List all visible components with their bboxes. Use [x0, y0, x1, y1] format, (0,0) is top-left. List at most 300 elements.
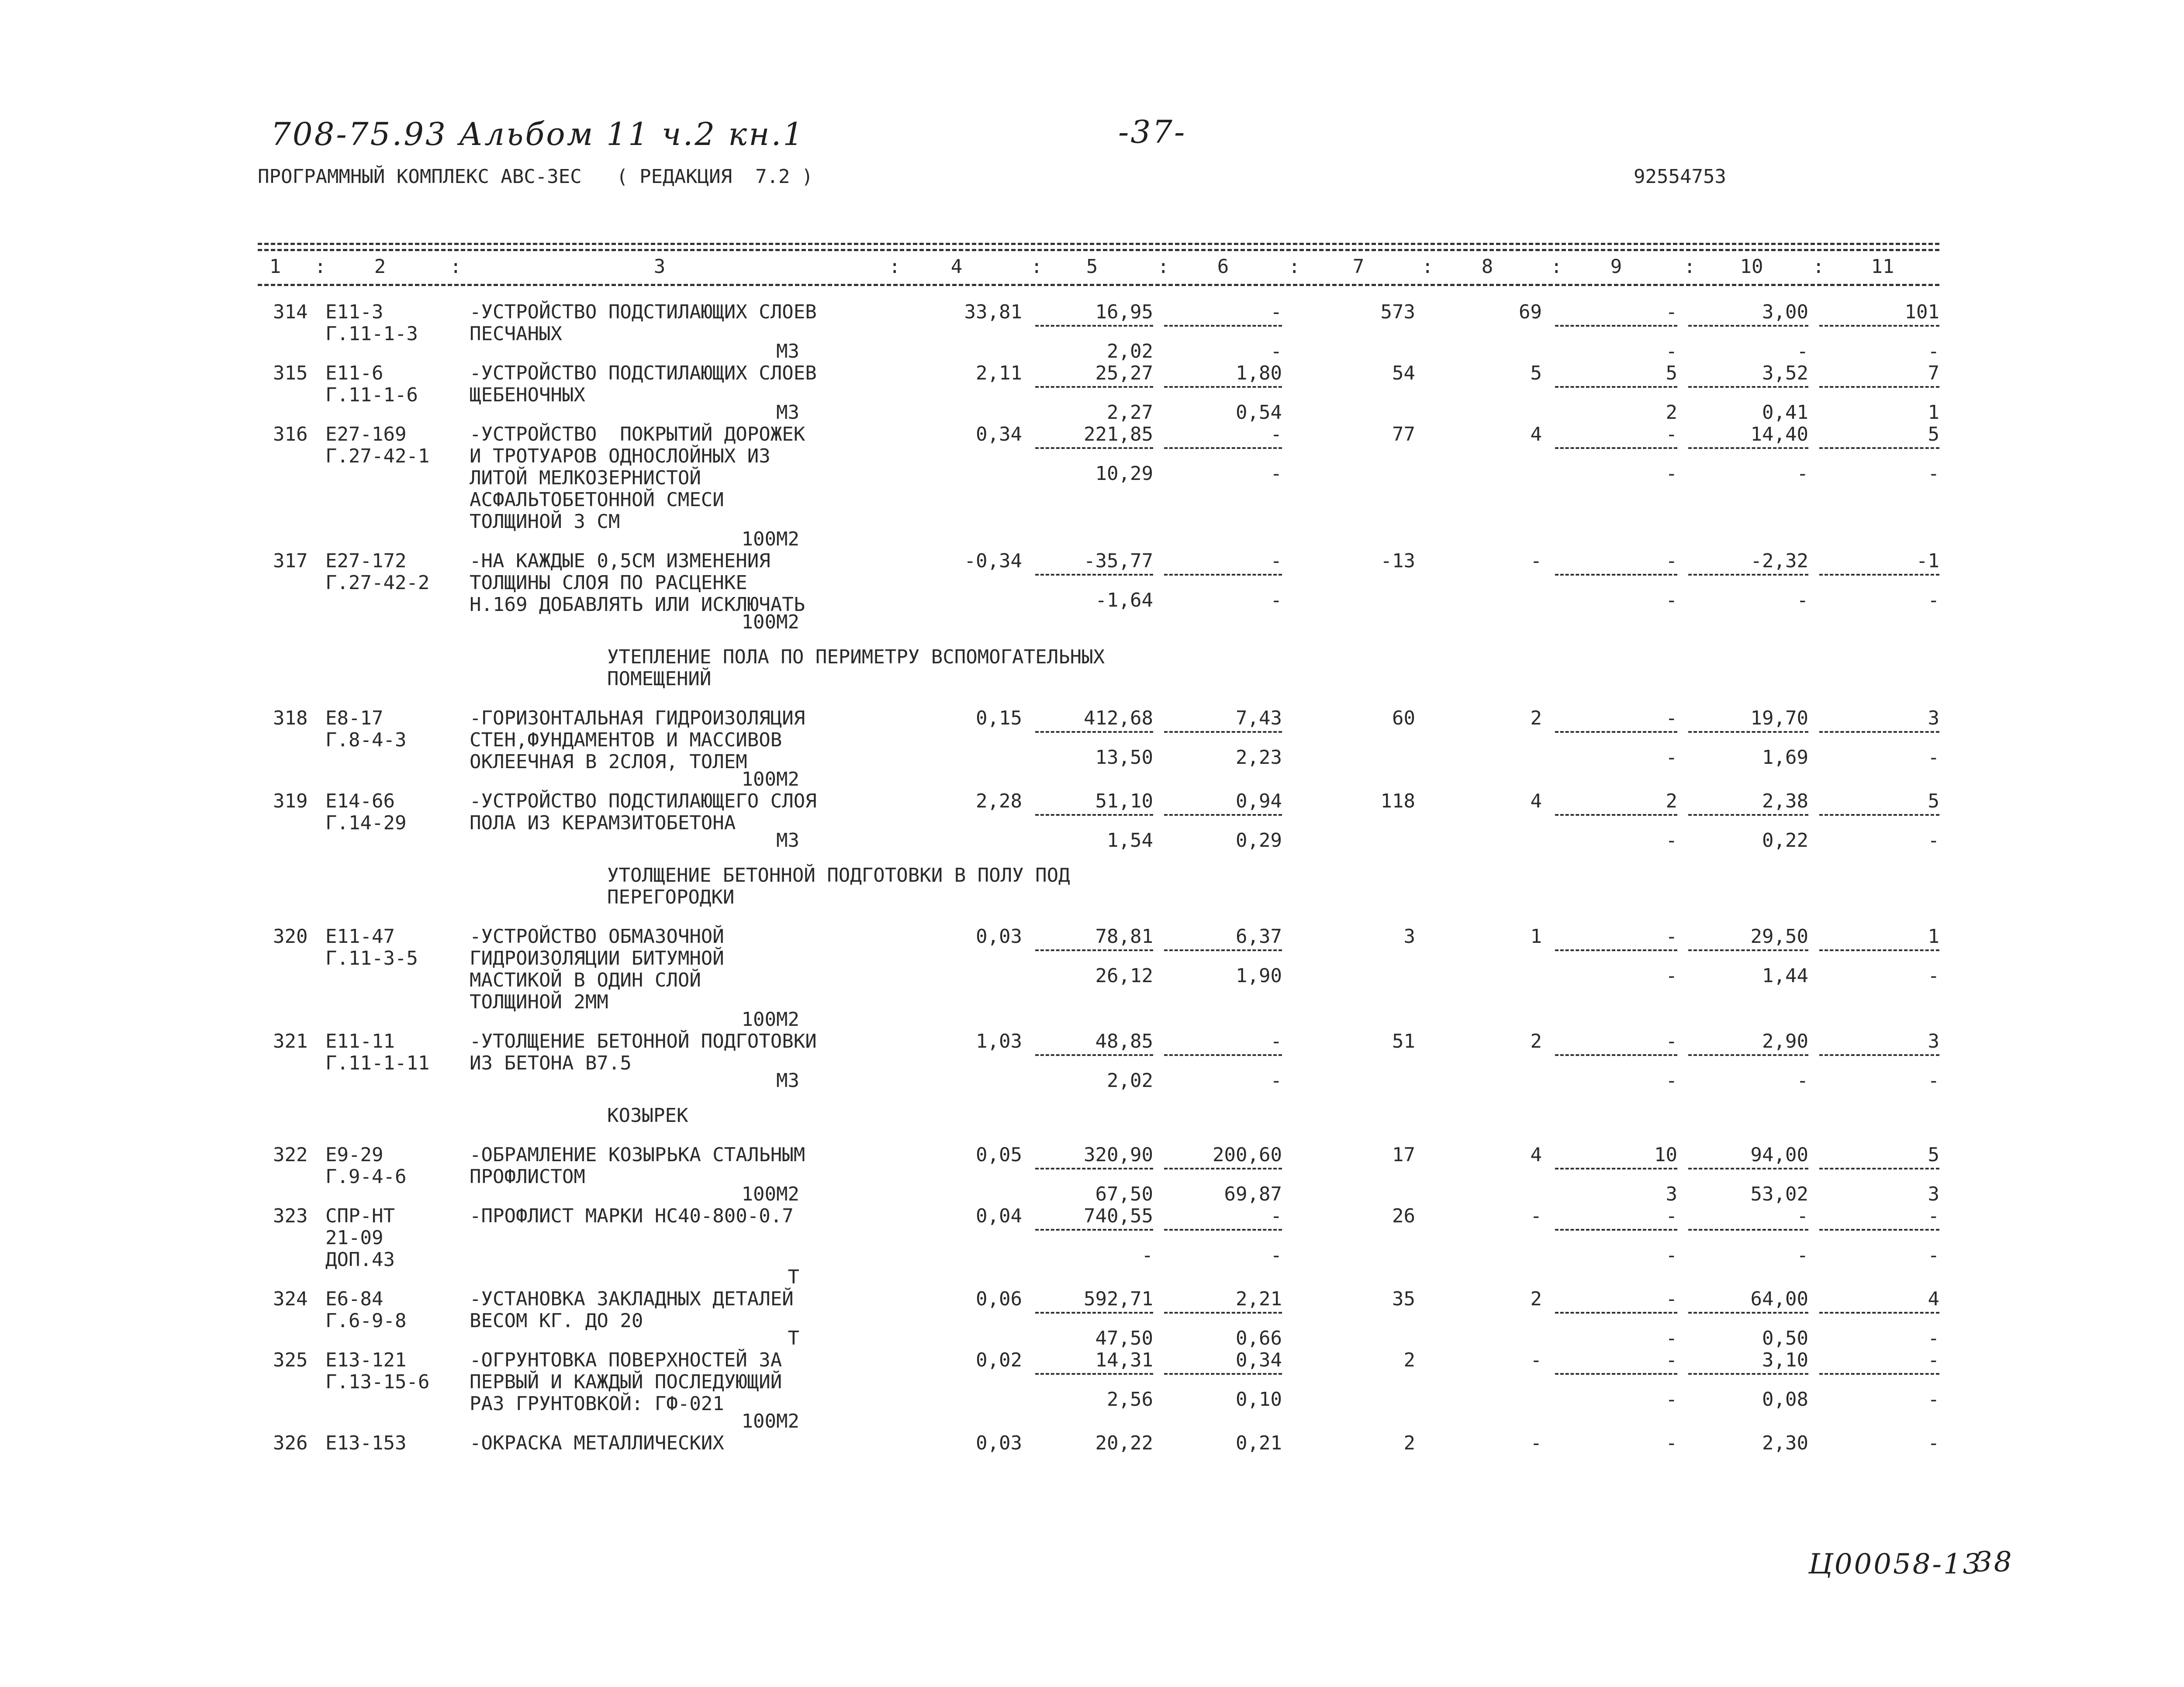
cell-col9-sub: - [1666, 462, 1677, 485]
cell-col9-sub: - [1666, 746, 1677, 769]
subtotal-rule [1688, 574, 1808, 576]
cell-col6-sub: 0,29 [1236, 829, 1282, 852]
cell-col10: - [1797, 1205, 1808, 1227]
row-description: -УСТРОЙСТВО ОБМАЗОЧНОЙ [470, 925, 724, 948]
column-separator: : [314, 255, 326, 278]
cell-col4: 33,81 [964, 301, 1022, 323]
row-description: Н.169 ДОБАВЛЯТЬ ИЛИ ИСКЛЮЧАТЬ [470, 593, 805, 616]
cell-col5-sub: -1,64 [1095, 589, 1153, 611]
cell-col10: 3,52 [1762, 362, 1808, 384]
subtotal-rule [1555, 731, 1677, 733]
subtotal-rule [1164, 1373, 1282, 1375]
column-header-6: 6 [1217, 255, 1229, 278]
subtotal-rule [1819, 731, 1939, 733]
column-header-4: 4 [950, 255, 963, 278]
row-unit: М3 [776, 829, 799, 852]
row-rate-ref: Г.27-42-1 [325, 445, 430, 467]
cell-col8: 5 [1530, 362, 1542, 384]
column-header-9: 9 [1610, 255, 1622, 278]
cell-col8: - [1530, 1432, 1542, 1454]
cell-col11-sub: 1 [1928, 401, 1939, 424]
section-heading: УТЕПЛЕНИЕ ПОЛА ПО ПЕРИМЕТРУ ВСПОМОГАТЕЛЬНЫХ [607, 646, 1105, 668]
cell-col10-sub: - [1797, 340, 1808, 362]
section-heading: УТОЛЩЕНИЕ БЕТОННОЙ ПОДГОТОВКИ В ПОЛУ ПОД [607, 864, 1070, 887]
handwritten-page-number: 38 [1974, 1546, 2014, 1578]
row-unit: 100М2 [741, 1008, 799, 1031]
cell-col4: 0,34 [976, 423, 1022, 445]
cell-col4: 1,03 [976, 1030, 1022, 1052]
cell-col5-sub: 2,27 [1107, 401, 1153, 424]
column-separator: : [1289, 255, 1300, 278]
cell-col5: 740,55 [1084, 1205, 1153, 1227]
row-description: -ОБРАМЛЕНИЕ КОЗЫРЬКА СТАЛЬНЫМ [470, 1144, 805, 1166]
row-number: 314 [273, 301, 308, 323]
cell-col5-sub: 13,50 [1095, 746, 1153, 769]
cell-col6-sub: - [1270, 340, 1282, 362]
subtotal-rule [1035, 1312, 1153, 1314]
cell-col10-sub: 0,41 [1762, 401, 1808, 424]
cell-col11-sub: - [1928, 340, 1939, 362]
column-header-11: 11 [1871, 255, 1894, 278]
cell-col10: 2,90 [1762, 1030, 1808, 1052]
column-header-8: 8 [1481, 255, 1493, 278]
cell-col5-sub: 67,50 [1095, 1183, 1153, 1205]
subtotal-rule [1819, 574, 1939, 576]
cell-col10: 19,70 [1750, 707, 1808, 729]
row-description: ПЕРВЫЙ И КАЖДЫЙ ПОСЛЕДУЮЩИЙ [470, 1371, 782, 1393]
row-description: ПЕСЧАНЫХ [470, 323, 562, 345]
row-description: -ПРОФЛИСТ МАРКИ НС40-800-0.7 [470, 1205, 794, 1227]
row-number: 318 [273, 707, 308, 729]
row-unit: М3 [776, 1069, 799, 1092]
cell-col8: - [1530, 550, 1542, 572]
cell-col6: - [1270, 1030, 1282, 1052]
column-header-3: 3 [653, 255, 666, 278]
page-number: -37- [1118, 114, 1187, 150]
row-number: 317 [273, 550, 308, 572]
cell-col5: 592,71 [1084, 1288, 1153, 1310]
subtotal-rule [1164, 1312, 1282, 1314]
cell-col10-sub: 1,44 [1762, 965, 1808, 987]
cell-col10-sub: 0,22 [1762, 829, 1808, 852]
column-separator: : [1551, 255, 1562, 278]
cell-col11: 7 [1928, 362, 1939, 384]
row-description: ЩЕБЕНОЧНЫХ [470, 384, 585, 406]
subtotal-rule [1688, 386, 1808, 388]
cell-col11: - [1928, 1349, 1939, 1371]
row-rate-code: Е9-29 [325, 1144, 384, 1166]
cell-col11: 5 [1928, 790, 1939, 812]
cell-col10: 14,40 [1750, 423, 1808, 445]
cell-col10: 2,38 [1762, 790, 1808, 812]
row-description: ГИДРОИЗОЛЯЦИИ БИТУМНОЙ [470, 947, 724, 969]
subtotal-rule [1555, 1054, 1677, 1056]
row-number: 319 [273, 790, 308, 812]
subtotal-rule [1688, 325, 1808, 327]
subtotal-rule [1688, 731, 1808, 733]
cell-col4: 2,28 [976, 790, 1022, 812]
cell-col9-sub: 3 [1666, 1183, 1677, 1205]
subtotal-rule [1164, 814, 1282, 816]
row-description: -УСТРОЙСТВО ПОДСТИЛАЮЩИХ СЛОЕВ [470, 362, 817, 384]
cell-col10-sub: 1,69 [1762, 746, 1808, 769]
row-unit: 100М2 [741, 611, 799, 633]
row-rate-ref: Г.8-4-3 [325, 729, 407, 751]
row-description: -УСТАНОВКА ЗАКЛАДНЫХ ДЕТАЛЕЙ [470, 1288, 794, 1310]
row-description: ТОЛЩИНЫ СЛОЯ ПО РАСЦЕНКЕ [470, 572, 747, 594]
row-rate-ref: Г.11-1-6 [325, 384, 418, 406]
subtotal-rule [1035, 574, 1153, 576]
cell-col11-sub: - [1928, 589, 1939, 611]
cell-col10-sub: 53,02 [1750, 1183, 1808, 1205]
cell-col6-sub: - [1270, 462, 1282, 485]
cell-col8: 2 [1530, 1288, 1542, 1310]
cell-col8: 2 [1530, 1030, 1542, 1052]
cell-col8: - [1530, 1349, 1542, 1371]
cell-col9: - [1666, 1205, 1677, 1227]
cell-col9-sub: - [1666, 589, 1677, 611]
row-unit: Т [788, 1266, 799, 1288]
column-header-1: 1 [269, 255, 281, 278]
subtotal-rule [1688, 1229, 1808, 1231]
row-unit: 100М2 [741, 1410, 799, 1432]
subtotal-rule [1035, 447, 1153, 449]
cell-col7: 17 [1392, 1144, 1415, 1166]
row-description: -ОКРАСКА МЕТАЛЛИЧЕСКИХ [470, 1432, 724, 1454]
cell-col5: 20,22 [1095, 1432, 1153, 1454]
cell-col5: -35,77 [1084, 550, 1153, 572]
cell-col10: -2,32 [1750, 550, 1808, 572]
cell-col9-sub: - [1666, 340, 1677, 362]
cell-col4: 0,05 [976, 1144, 1022, 1166]
subtotal-rule [1555, 814, 1677, 816]
cell-col11-sub: 3 [1928, 1183, 1939, 1205]
subtotal-rule [1555, 1312, 1677, 1314]
row-description: ЛИТОЙ МЕЛКОЗЕРНИСТОЙ [470, 467, 701, 489]
cell-col9: - [1666, 1432, 1677, 1454]
subtotal-rule [1819, 1054, 1939, 1056]
row-description: -УСТРОЙСТВО ПОДСТИЛАЮЩИХ СЛОЕВ [470, 301, 817, 323]
cell-col9-sub: - [1666, 965, 1677, 987]
row-rate-code: Е11-47 [325, 925, 395, 948]
row-description: АСФАЛЬТОБЕТОННОЙ СМЕСИ [470, 489, 724, 511]
cell-col9-sub: - [1666, 1388, 1677, 1411]
cell-col5-sub: 2,02 [1107, 1069, 1153, 1092]
header-rule-top-2 [258, 249, 1939, 251]
cell-col9-sub: - [1666, 1244, 1677, 1266]
cell-col11: 101 [1904, 301, 1939, 323]
cell-col10-sub: - [1797, 1244, 1808, 1266]
column-header-7: 7 [1352, 255, 1365, 278]
subtotal-rule [1688, 1168, 1808, 1170]
row-rate-ref: Г.13-15-6 [325, 1371, 430, 1393]
cell-col9: - [1666, 1288, 1677, 1310]
cell-col9: - [1666, 550, 1677, 572]
cell-col11-sub: - [1928, 965, 1939, 987]
column-separator: : [1031, 255, 1043, 278]
subtotal-rule [1819, 1168, 1939, 1170]
subtotal-rule [1688, 1054, 1808, 1056]
subtotal-rule [1164, 1054, 1282, 1056]
cell-col11: 1 [1928, 925, 1939, 948]
row-number: 320 [273, 925, 308, 948]
cell-col8: 4 [1530, 423, 1542, 445]
row-rate-code: Е27-172 [325, 550, 407, 572]
subtotal-rule [1555, 447, 1677, 449]
row-unit: 100М2 [741, 1183, 799, 1205]
cell-col9: - [1666, 301, 1677, 323]
row-rate-code: Е8-17 [325, 707, 384, 729]
subtotal-rule [1164, 574, 1282, 576]
cell-col5: 412,68 [1084, 707, 1153, 729]
row-rate-ref: 21-09 [325, 1227, 384, 1249]
subtotal-rule [1164, 447, 1282, 449]
cell-col6-sub: - [1270, 1244, 1282, 1266]
subtotal-rule [1164, 1229, 1282, 1231]
cell-col6-sub: 1,90 [1236, 965, 1282, 987]
section-heading: ПОМЕЩЕНИЙ [607, 668, 712, 690]
header-rule-top [258, 243, 1939, 245]
cell-col11: -1 [1916, 550, 1939, 572]
cell-col6-sub: 0,54 [1236, 401, 1282, 424]
subtotal-rule [1688, 949, 1808, 951]
row-rate-code: Е6-84 [325, 1288, 384, 1310]
cell-col9: - [1666, 1349, 1677, 1371]
cell-col5-sub: 1,54 [1107, 829, 1153, 852]
subtotal-rule [1819, 1373, 1939, 1375]
cell-col9: - [1666, 1030, 1677, 1052]
cell-col7: 54 [1392, 362, 1415, 384]
cell-col8: 4 [1530, 1144, 1542, 1166]
cell-col4: 0,06 [976, 1288, 1022, 1310]
cell-col7: 26 [1392, 1205, 1415, 1227]
handwritten-stamp: Ц00058-13 [1808, 1548, 1983, 1580]
cell-col6-sub: 69,87 [1224, 1183, 1282, 1205]
cell-col10: 64,00 [1750, 1288, 1808, 1310]
subtotal-rule [1819, 1229, 1939, 1231]
row-rate-code: Е13-121 [325, 1349, 407, 1371]
cell-col4: 0,03 [976, 925, 1022, 948]
column-header-5: 5 [1086, 255, 1098, 278]
cell-col9: - [1666, 423, 1677, 445]
cell-col9: - [1666, 925, 1677, 948]
cell-col9: 2 [1666, 790, 1677, 812]
cell-col4: 2,11 [976, 362, 1022, 384]
column-separator: : [1813, 255, 1825, 278]
row-description: -УСТРОЙСТВО ПОКРЫТИЙ ДОРОЖЕК [470, 423, 805, 445]
row-rate-code: СПР-НТ [325, 1205, 395, 1227]
subtotal-rule [1688, 447, 1808, 449]
subtotal-rule [1035, 325, 1153, 327]
cell-col9: 10 [1654, 1144, 1677, 1166]
row-number: 322 [273, 1144, 308, 1166]
subtotal-rule [1555, 386, 1677, 388]
cell-col6: 0,94 [1236, 790, 1282, 812]
row-number: 323 [273, 1205, 308, 1227]
cell-col4: 0,04 [976, 1205, 1022, 1227]
cell-col9: - [1666, 707, 1677, 729]
row-number: 326 [273, 1432, 308, 1454]
cell-col10-sub: 0,50 [1762, 1327, 1808, 1349]
column-separator: : [889, 255, 901, 278]
cell-col10-sub: - [1797, 1069, 1808, 1092]
subtotal-rule [1688, 814, 1808, 816]
cell-col6-sub: - [1270, 1069, 1282, 1092]
cell-col6: 2,21 [1236, 1288, 1282, 1310]
subtotal-rule [1035, 731, 1153, 733]
cell-col9-sub: 2 [1666, 401, 1677, 424]
row-description: -НА КАЖДЫЕ 0,5СМ ИЗМЕНЕНИЯ [470, 550, 771, 572]
subtotal-rule [1555, 1373, 1677, 1375]
cell-col11: 3 [1928, 707, 1939, 729]
subtotal-rule [1164, 731, 1282, 733]
row-rate-code: Е11-3 [325, 301, 384, 323]
column-separator: : [450, 255, 462, 278]
row-unit: М3 [776, 340, 799, 362]
row-number: 325 [273, 1349, 308, 1371]
row-description: -УТОЛЩЕНИЕ БЕТОННОЙ ПОДГОТОВКИ [470, 1030, 817, 1052]
cell-col8: 69 [1519, 301, 1542, 323]
handwritten-title: 708-75.93 Альбом 11 ч.2 кн.1 [271, 116, 805, 152]
cell-col5: 51,10 [1095, 790, 1153, 812]
column-separator: : [1422, 255, 1434, 278]
cell-col6: 1,80 [1236, 362, 1282, 384]
header-rule-bottom [258, 284, 1939, 286]
cell-col5-sub: 2,02 [1107, 340, 1153, 362]
column-header-2: 2 [374, 255, 386, 278]
cell-col10: 3,10 [1762, 1349, 1808, 1371]
cell-col10-sub: 0,08 [1762, 1388, 1808, 1411]
row-rate-ref: Г.27-42-2 [325, 572, 430, 594]
cell-col5: 320,90 [1084, 1144, 1153, 1166]
subtotal-rule [1164, 386, 1282, 388]
cell-col6: 0,34 [1236, 1349, 1282, 1371]
cell-col6: 7,43 [1236, 707, 1282, 729]
subtotal-rule [1035, 1229, 1153, 1231]
cell-col11-sub: - [1928, 746, 1939, 769]
cell-col10: 3,00 [1762, 301, 1808, 323]
cell-col11: 5 [1928, 1144, 1939, 1166]
cell-col4: 0,15 [976, 707, 1022, 729]
cell-col7: -13 [1380, 550, 1415, 572]
cell-col6: - [1270, 301, 1282, 323]
row-unit: Т [788, 1327, 799, 1349]
subtotal-rule [1164, 949, 1282, 951]
row-description: -ОГРУНТОВКА ПОВЕРХНОСТЕЙ ЗА [470, 1349, 782, 1371]
column-separator: : [1158, 255, 1169, 278]
cell-col6: 0,21 [1236, 1432, 1282, 1454]
row-description: МАСТИКОЙ В ОДИН СЛОЙ [470, 969, 701, 991]
cell-col7: 2 [1403, 1349, 1415, 1371]
row-number: 316 [273, 423, 308, 445]
subtotal-rule [1035, 1168, 1153, 1170]
row-description: ТОЛЩИНОЙ 3 СМ [470, 511, 620, 533]
subtotal-rule [1555, 325, 1677, 327]
row-description: РАЗ ГРУНТОВКОЙ: ГФ-021 [470, 1393, 724, 1415]
row-number: 324 [273, 1288, 308, 1310]
cell-col11-sub: - [1928, 829, 1939, 852]
cell-col10-sub: - [1797, 462, 1808, 485]
cell-col5: 48,85 [1095, 1030, 1153, 1052]
cell-col5: 16,95 [1095, 301, 1153, 323]
cell-col5-sub: 47,50 [1095, 1327, 1153, 1349]
row-rate-code: Е11-6 [325, 362, 384, 384]
subtotal-rule [1819, 1312, 1939, 1314]
cell-col11: - [1928, 1205, 1939, 1227]
cell-col5: 14,31 [1095, 1349, 1153, 1371]
row-rate-code: Е27-169 [325, 423, 407, 445]
cell-col6-sub: - [1270, 589, 1282, 611]
cell-col7: 2 [1403, 1432, 1415, 1454]
row-number: 315 [273, 362, 308, 384]
cell-col6: 6,37 [1236, 925, 1282, 948]
section-heading: КОЗЫРЕК [607, 1104, 688, 1127]
row-rate-ref: Г.11-1-11 [325, 1052, 430, 1074]
subtotal-rule [1819, 447, 1939, 449]
cell-col7: 77 [1392, 423, 1415, 445]
cell-col7: 118 [1380, 790, 1415, 812]
row-description: ОКЛЕЕЧНАЯ В 2СЛОЯ, ТОЛЕМ [470, 751, 747, 773]
subtotal-rule [1035, 949, 1153, 951]
cell-col10: 94,00 [1750, 1144, 1808, 1166]
cell-col9: 5 [1666, 362, 1677, 384]
program-caption: ПРОГРАММНЫЙ КОМПЛЕКС АВС-ЗЕС ( РЕДАКЦИЯ 7.2 ) [258, 166, 813, 188]
cell-col6-sub: 0,10 [1236, 1388, 1282, 1411]
row-rate-ref: Г.11-1-3 [325, 323, 418, 345]
subtotal-rule [1035, 1054, 1153, 1056]
row-rate-ref: Г.11-3-5 [325, 947, 418, 969]
cell-col10: 2,30 [1762, 1432, 1808, 1454]
cell-col6: - [1270, 1205, 1282, 1227]
subtotal-rule [1688, 1373, 1808, 1375]
cell-col7: 573 [1380, 301, 1415, 323]
subtotal-rule [1164, 1168, 1282, 1170]
column-separator: : [1684, 255, 1696, 278]
cell-col6-sub: 0,66 [1236, 1327, 1282, 1349]
cell-col8: - [1530, 1205, 1542, 1227]
cell-col5-sub: - [1141, 1244, 1153, 1266]
row-number: 321 [273, 1030, 308, 1052]
row-description: ИЗ БЕТОНА В7.5 [470, 1052, 632, 1074]
cell-col11: 3 [1928, 1030, 1939, 1052]
row-unit: 100М2 [741, 768, 799, 790]
row-unit: 100М2 [741, 528, 799, 550]
cell-col7: 3 [1403, 925, 1415, 948]
cell-col8: 2 [1530, 707, 1542, 729]
cell-col10: 29,50 [1750, 925, 1808, 948]
cell-col10-sub: - [1797, 589, 1808, 611]
subtotal-rule [1555, 574, 1677, 576]
row-rate-code: Е11-11 [325, 1030, 395, 1052]
row-description: СТЕН,ФУНДАМЕНТОВ И МАССИВОВ [470, 729, 782, 751]
row-rate-ref: Г.6-9-8 [325, 1310, 407, 1332]
row-description: -УСТРОЙСТВО ПОДСТИЛАЮЩЕГО СЛОЯ [470, 790, 817, 812]
column-header-10: 10 [1740, 255, 1763, 278]
cell-col8: 4 [1530, 790, 1542, 812]
cell-col11: 5 [1928, 423, 1939, 445]
cell-col4: 0,03 [976, 1432, 1022, 1454]
row-rate-ref: Г.9-4-6 [325, 1166, 407, 1188]
cell-col7: 51 [1392, 1030, 1415, 1052]
row-description: ТОЛЩИНОЙ 2ММ [470, 991, 608, 1013]
row-rate-code: Е14-66 [325, 790, 395, 812]
cell-col6: - [1270, 550, 1282, 572]
cell-col9-sub: - [1666, 1327, 1677, 1349]
cell-col4: -0,34 [964, 550, 1022, 572]
row-unit: М3 [776, 401, 799, 424]
subtotal-rule [1035, 386, 1153, 388]
subtotal-rule [1555, 949, 1677, 951]
